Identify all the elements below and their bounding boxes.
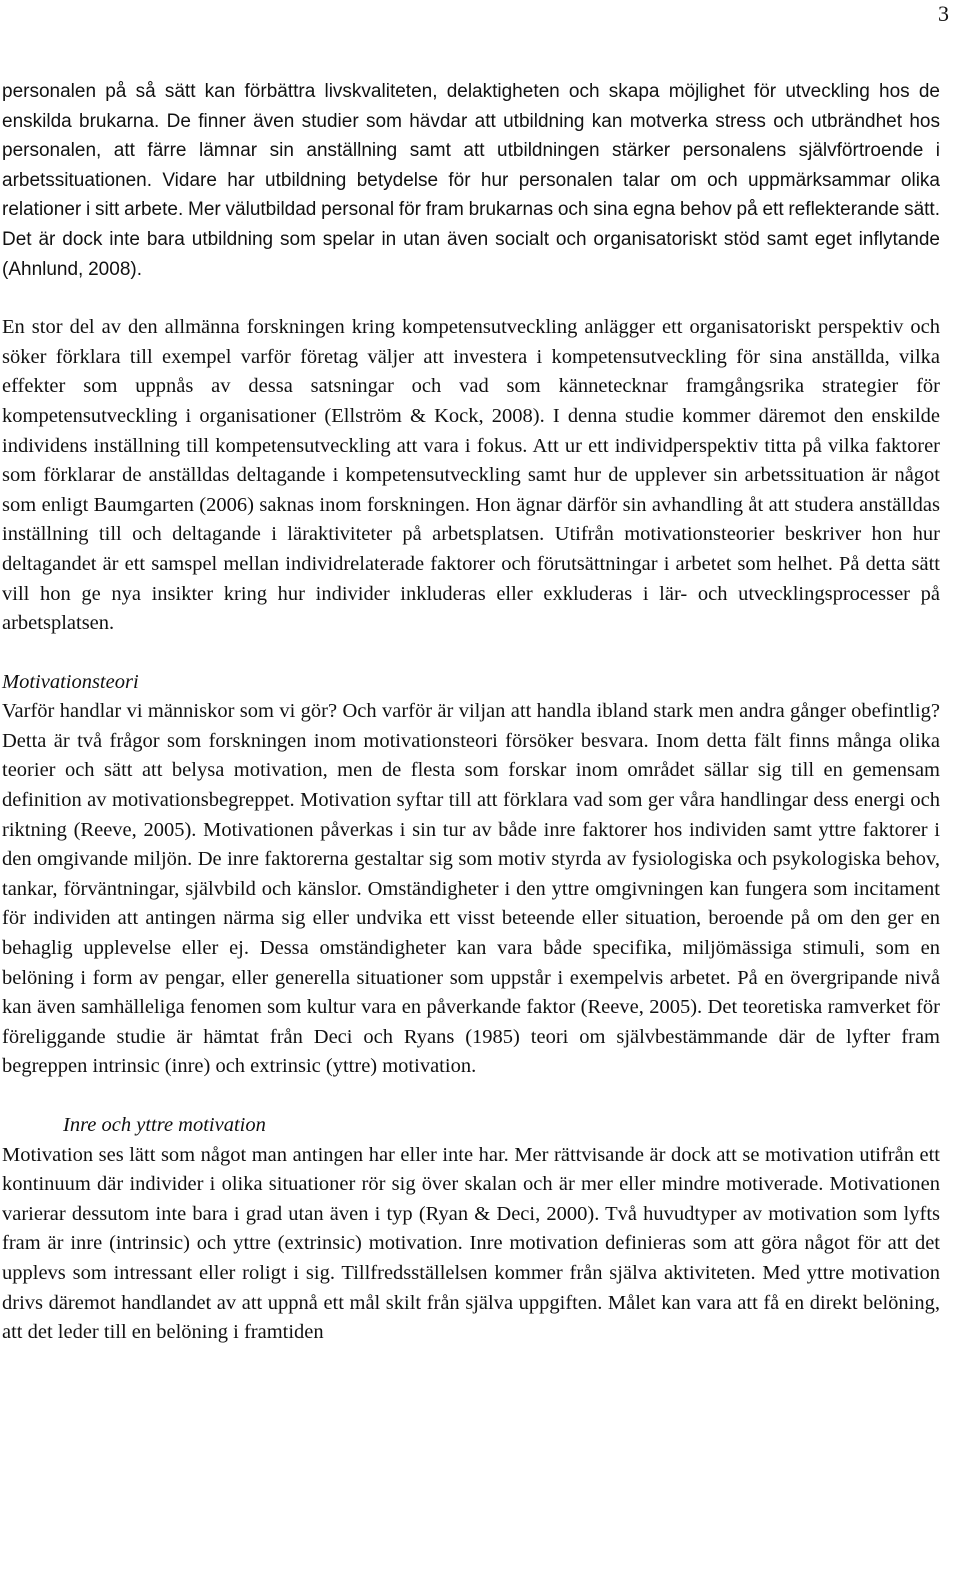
document-body xyxy=(2,77,940,1348)
paragraph-gap xyxy=(2,639,940,668)
paragraph-1: personalen på så sätt kan förbättra livskvaliteten, delaktigheten och skapa möjlighet för utveckling hos de enskilda brukarna. De finner även studier som hävdar att utbildning kan motverka stress och utbrändhet hos personalen, att färre lämnar sin anställning samt att utbildningen stärker personalens självförtroende i arbetssituationen. Vidare har utbildning betydelse för hur personalen talar om och uppmärksammar olika relationer i sitt arbete. Mer välutbildad personal för fram brukarnas och sina egna behov på ett reflekterande sätt. Det är dock inte bara utbildning som spelar in utan även socialt och organisatoriskt stöd samt eget inflytande (Ahnlund, 2008). xyxy=(2,81,940,280)
subsection-heading-inre-och-yttre: Inre och yttre motivation xyxy=(63,1114,266,1136)
paragraph-gap xyxy=(2,1082,940,1111)
paragraph-4: Motivation ses lätt som något man antingen har eller inte har. Mer rättvisande är dock att se motivation utifrån ett kontinuum där individer i olika situationer rör sig över skalan och är mer eller mindre motiverade. Motivationen varierar dessutom inte bara i grad utan även i typ (Ryan & Deci, 2000). Två huvudtyper av motivation som lyfts fram är inre (intrinsic) och yttre (extrinsic) motivation. Inre motivation definieras som att göra något för att det upplevs som intressant eller roligt i sig. Tillfredsställelsen kommer från själva aktiviteten. Med yttre motivation drivs däremot handlandet av att uppnå ett mål skilt från själva uppgiften. Målet kan vara att få en direkt belöning, att det leder till en belöning i framtiden xyxy=(2,1143,940,1344)
page-number: 3 xyxy=(938,1,949,26)
paragraph-2: En stor del av den allmänna forskningen kring kompetensutveckling anlägger ett organisatoriskt perspektiv och söker förklara till exempel varför företag väljer att investera i kompetensutveckling för sina anställda, vilka effekter som uppnås av dessa satsningar och vad som kännetecknar framgångsrika strategier för kompetensutveckling i organisationer (Ellström & Kock, 2008). I denna studie kommer däremot den enskilde individens inställning till kompetensutveckling att vara i fokus. Att ur ett individperspektiv titta på vilka faktorer som förklarar de anställdas deltagande i kompetensutveckling samt hur de upplever sin arbetssituation är något som enligt Baumgarten (2006) saknas inom forskningen. Hon ägnar därför sin avhandling åt att studera anställdas inställning till och deltagande i läraktiviteter på arbetsplatsen. Utifrån motivationsteorier beskriver hon hur deltagandet är ett samspel mellan individrelaterade faktorer och förutsättningar i arbetet som helhet. På detta sätt vill hon ge nya insikter kring hur individer inkluderas eller exkluderas i lär- och utvecklingsprocesser på arbetsplatsen. xyxy=(2,316,940,635)
paragraph-3: Varför handlar vi människor som vi gör? Och varför är viljan att handla ibland stark men andra gånger obefintlig? Detta är två frågor som forskningen inom motivationsteori försöker besvara. Inom detta fält finns många olika teorier och sätt att belysa motivation, men de flesta som forskar inom området sällar sig till en gemensam definition av motivationsbegreppet. Motivation syftar till att förklara vad som ger våra handlingar dess energi och riktning (Reeve, 2005). Motivationen påverkas i sin tur av både inre faktorer hos individen samt yttre faktorer i den omgivande miljön. De inre faktorerna gestaltar sig som motiv styrda av fysiologiska och psykologiska behov, tankar, förväntningar, självbild och känslor. Omständigheter i den yttre omgivningen kan fungera som incitament för individen att antingen närma sig eller undvika ett visst beteende eller situation, beroende på om den ger en behaglig upplevelse eller ej. Dessa omständigheter kan vara både specifika, miljömässiga stimuli, som en belöning i form av pengar, eller generella situationer som uppstår i exempelvis arbetet. På en övergripande nivå kan även samhälleliga fenomen som kultur vara en påverkande faktor (Reeve, 2005). Det teoretiska ramverket för föreliggande studie är hämtat från Deci och Ryans (1985) teori om självbestämmande där de lyfter fram begreppen intrinsic (inre) och extrinsic (yttre) motivation. xyxy=(2,700,940,1078)
paragraph-gap xyxy=(2,284,940,313)
section-heading-motivationsteori: Motivationsteori xyxy=(2,670,139,693)
